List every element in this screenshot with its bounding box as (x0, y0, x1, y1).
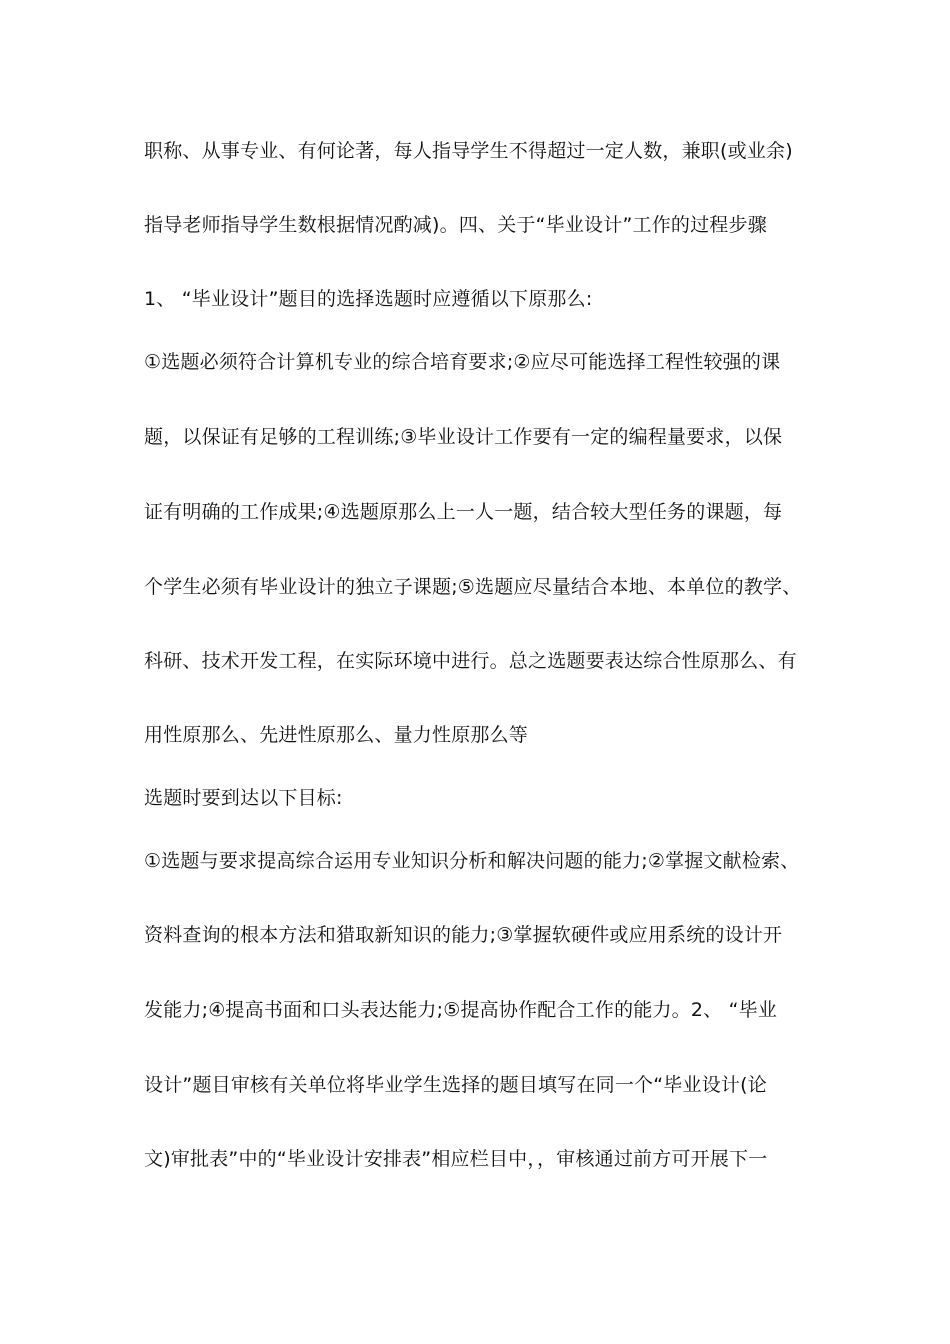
text-line: 1、 “毕业设计”题目的选择选题时应遵循以下原那么: (144, 288, 593, 310)
text-line: 科研、技术开发工程，在实际环境中进行。总之选题要表达综合性原那么、有 (144, 650, 797, 672)
text-line: 用性原那么、先进性原那么、量力性原那么等 (144, 724, 529, 746)
text-line: 个学生必须有毕业设计的独立子课题;⑤选题应尽量结合本地、本单位的教学、 (144, 576, 802, 598)
text-line: 资料查询的根本方法和猎取新知识的能力;③掌握软硬件或应用系统的设计开 (144, 924, 783, 946)
text-line: 设计”题目审核有关单位将毕业学生选择的题目填写在同一个“毕业设计(论 (144, 1074, 767, 1096)
text-line: 选题时要到达以下目标: (144, 787, 343, 809)
text-line: 文)审批表”中的“毕业设计安排表”相应栏目中，，审核通过前方可开展下一 (144, 1148, 768, 1170)
text-line: 题，以保证有足够的工程训练;③毕业设计工作要有一定的编程量要求，以保 (144, 426, 783, 448)
text-line: ①选题与要求提高综合运用专业知识分析和解决问题的能力;②掌握文献检索、 (144, 850, 800, 872)
text-line: 指导老师指导学生数根据情况酌减)。四、关于“毕业设计”工作的过程步骤 (144, 214, 767, 236)
text-line: 证有明确的工作成果;④选题原那么上一人一题，结合较大型任务的课题，每 (144, 501, 783, 523)
text-line: 职称、从事专业、有何论著，每人指导学生不得超过一定人数，兼职(或业余) (144, 140, 793, 162)
text-line: ①选题必须符合计算机专业的综合培育要求;②应尽可能选择工程性较强的课 (144, 351, 781, 373)
text-line: 发能力;④提高书面和口头表达能力;⑤提高协作配合工作的能力。2、 “毕业 (144, 999, 778, 1021)
